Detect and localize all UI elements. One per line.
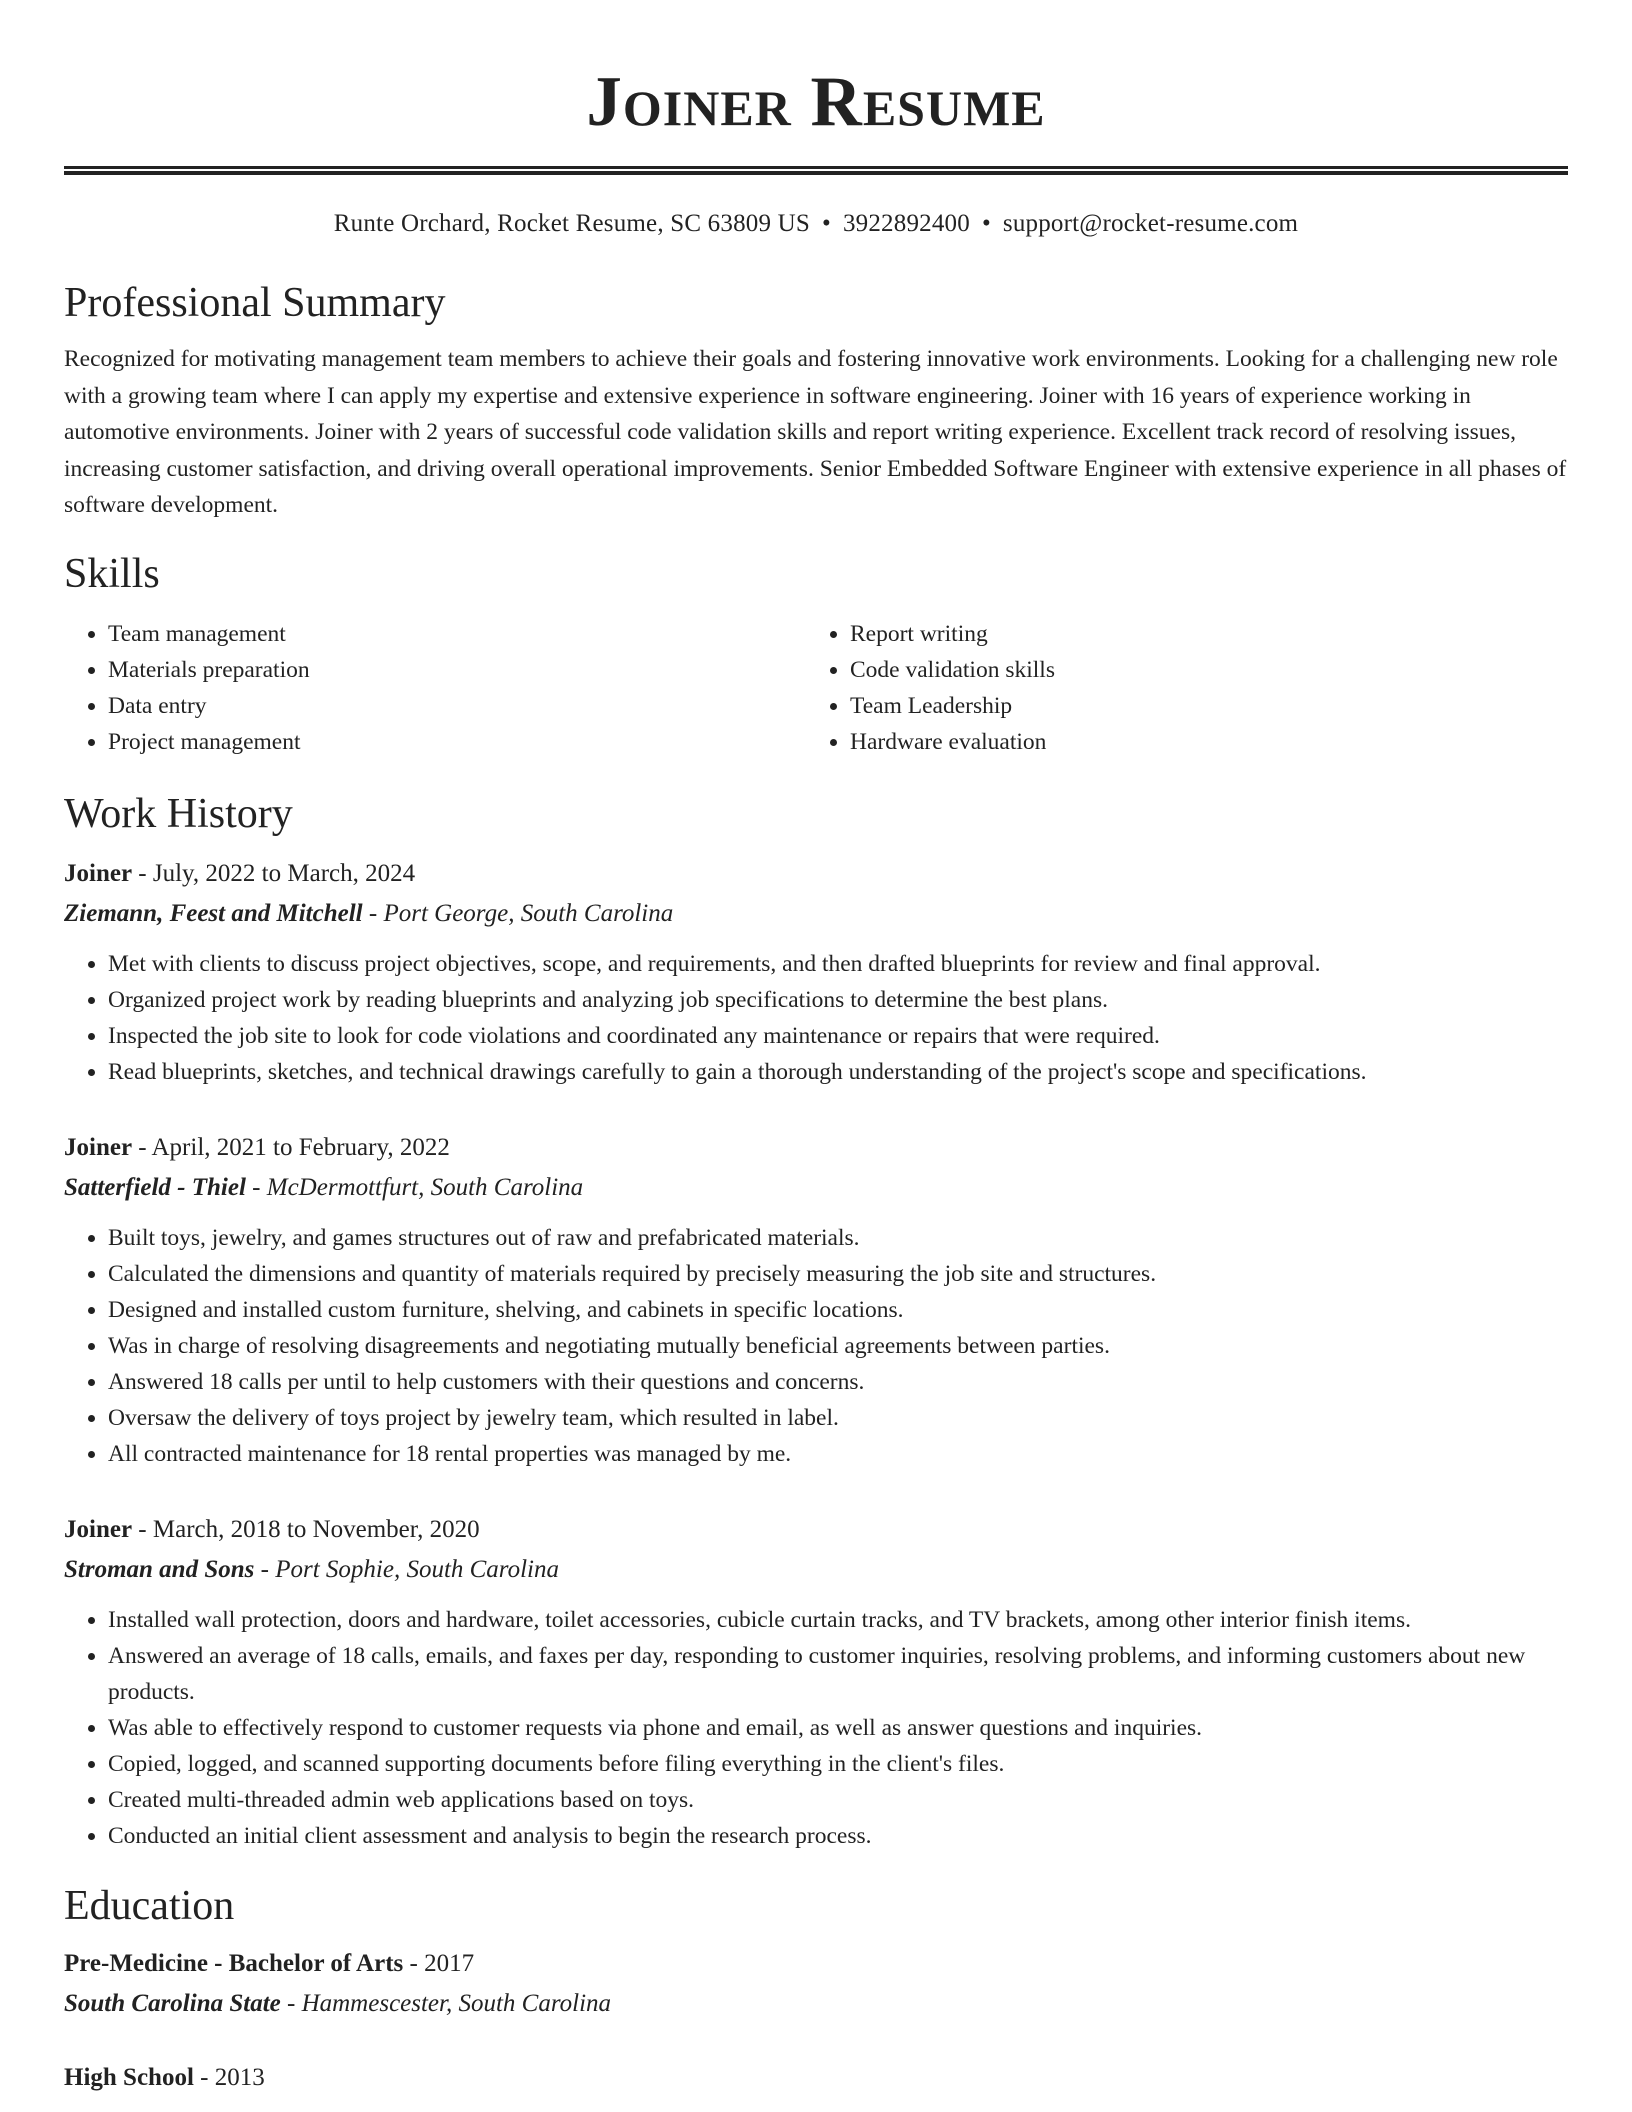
- company-location: - McDermottfurt, South Carolina: [245, 1173, 584, 1201]
- summary-section: [64, 277, 1568, 524]
- job-bullet: • Calculated the dimensions and quantity of materials required by precisely measuring the job site and structures.: [108, 1256, 1568, 1292]
- company-line: [64, 1550, 1568, 1590]
- job-dates: - April, 2021 to February, 2022: [132, 1133, 450, 1161]
- job-bullet: • Answered an average of 18 calls, emails, and faxes per day, responding to customer inquiries, resolving problems, and informing customers about new products.: [108, 1638, 1568, 1710]
- skill-item: • Data entry: [108, 688, 806, 724]
- skill-item: • Team Leadership: [850, 688, 1568, 724]
- summary-text: Recognized for motivating management team members to achieve their goals and fostering innovative work environments. Looking for a challenging new role with a growing team where I can apply my expertise and extensive experience in software engineering. Joiner with 16 years of experience working in automotive environments. Joiner with 2 years of successful code validation skills and report writing experience. Excellent track record of resolving issues, increasing customer satisfaction, and driving overall operational improvements. Senior Embedded Software Engineer with extensive experience in all phases of software development.: [64, 346, 1567, 518]
- job-bullet: • Created multi-threaded admin web applications based on toys.: [108, 1782, 1568, 1818]
- contact-address: Runte Orchard, Rocket Resume, SC 63809 US: [333, 210, 810, 237]
- skills-list-left: [64, 616, 806, 760]
- school-location: - Hammescester, South Carolina: [280, 1989, 612, 2017]
- contact-line: [64, 207, 1568, 241]
- degree-year: - 2017: [403, 1949, 475, 1977]
- job-bullet: • Designed and installed custom furniture, shelving, and cabinets in specific locations.: [108, 1292, 1568, 1328]
- job-bullets: [64, 1602, 1568, 1854]
- skill-item: • Project management: [108, 724, 806, 760]
- contact-phone: 3922892400: [842, 210, 970, 237]
- job-title: Joiner: [64, 1515, 133, 1543]
- job-bullets: [64, 946, 1568, 1090]
- resume-title: Joiner Resume: [586, 63, 1046, 141]
- job-bullet: • Organized project work by reading blueprints and analyzing job specifications to determine the best plans.: [108, 982, 1568, 1018]
- job-dates: - July, 2022 to March, 2024: [132, 859, 416, 887]
- work-history-heading: Work History: [64, 790, 293, 837]
- summary-heading: Professional Summary: [64, 280, 446, 326]
- job-title-line: [64, 1510, 1568, 1550]
- job-bullet: • Installed wall protection, doors and hardware, toilet accessories, cubicle curtain tracks, and TV brackets, among other interior finish items.: [108, 1602, 1568, 1638]
- skills-columns: [64, 616, 1568, 760]
- education-heading: Education: [64, 1882, 235, 1929]
- job-bullet: • Copied, logged, and scanned supporting documents before filing everything in the client's files.: [108, 1746, 1568, 1782]
- skill-item: • Team management: [108, 616, 806, 652]
- work-history-section: [64, 788, 1568, 1854]
- skills-section: [64, 548, 1568, 760]
- education-section: [64, 1880, 1568, 2098]
- job-title-line: [64, 1128, 1568, 1168]
- school-line: [64, 1984, 1568, 2024]
- job-title-line: [64, 854, 1568, 894]
- school-name: South Carolina State: [64, 1989, 281, 2017]
- company-name: Ziemann, Feest and Mitchell: [64, 899, 363, 927]
- company-name: Stroman and Sons: [64, 1555, 255, 1583]
- job-bullet: • Was able to effectively respond to customer requests via phone and email, as well as answer questions and inquiries.: [108, 1710, 1568, 1746]
- job-bullet: • Was in charge of resolving disagreements and negotiating mutually beneficial agreements between parties.: [108, 1328, 1568, 1364]
- job-bullet: • Conducted an initial client assessment and analysis to begin the research process.: [108, 1818, 1568, 1854]
- contact-separator: •: [981, 210, 991, 237]
- job-title: Joiner: [64, 1133, 133, 1161]
- job-bullet: • Built toys, jewelry, and games structures out of raw and prefabricated materials.: [108, 1220, 1568, 1256]
- job-bullets: [64, 1220, 1568, 1472]
- degree-year: - 2013: [193, 2063, 265, 2091]
- company-line: [64, 894, 1568, 934]
- education-entry: [64, 1944, 1568, 2024]
- company-location: - Port Sophie, South Carolina: [254, 1555, 560, 1583]
- job-entry: [64, 854, 1568, 1090]
- job-bullet: • Met with clients to discuss project objectives, scope, and requirements, and then drafted blueprints for review and final approval.: [108, 946, 1568, 982]
- skill-item: • Materials preparation: [108, 652, 806, 688]
- degree-name: High School: [64, 2063, 194, 2091]
- skills-heading: Skills: [64, 550, 160, 597]
- company-line: [64, 1168, 1568, 1208]
- skill-item: • Hardware evaluation: [850, 724, 1568, 760]
- title-double-rule: [64, 166, 1568, 175]
- education-entry: [64, 2058, 1568, 2098]
- skill-item: • Report writing: [850, 616, 1568, 652]
- company-name: Satterfield - Thiel: [64, 1173, 246, 1201]
- job-dates: - March, 2018 to November, 2020: [132, 1515, 480, 1543]
- degree-name: Pre-Medicine - Bachelor of Arts: [64, 1949, 404, 1977]
- job-bullet: • Answered 18 calls per until to help customers with their questions and concerns.: [108, 1364, 1568, 1400]
- degree-line: [64, 1944, 1568, 1984]
- job-bullet: • Oversaw the delivery of toys project by jewelry team, which resulted in label.: [108, 1400, 1568, 1436]
- skill-item: • Code validation skills: [850, 652, 1568, 688]
- job-title: Joiner: [64, 859, 133, 887]
- degree-line: [64, 2058, 1568, 2098]
- contact-separator: •: [822, 210, 831, 237]
- contact-email: support@rocket-resume.com: [1002, 210, 1299, 237]
- company-location: - Port George, South Carolina: [362, 899, 674, 927]
- job-entry: [64, 1510, 1568, 1854]
- skills-list-right: [806, 616, 1568, 760]
- job-bullet: • Read blueprints, sketches, and technical drawings carefully to gain a thorough understanding of the project's scope and specifications.: [108, 1054, 1568, 1090]
- job-bullet: • All contracted maintenance for 18 rental properties was managed by me.: [108, 1436, 1568, 1472]
- job-entry: [64, 1128, 1568, 1472]
- job-bullet: • Inspected the job site to look for code violations and coordinated any maintenance or repairs that were required.: [108, 1018, 1568, 1054]
